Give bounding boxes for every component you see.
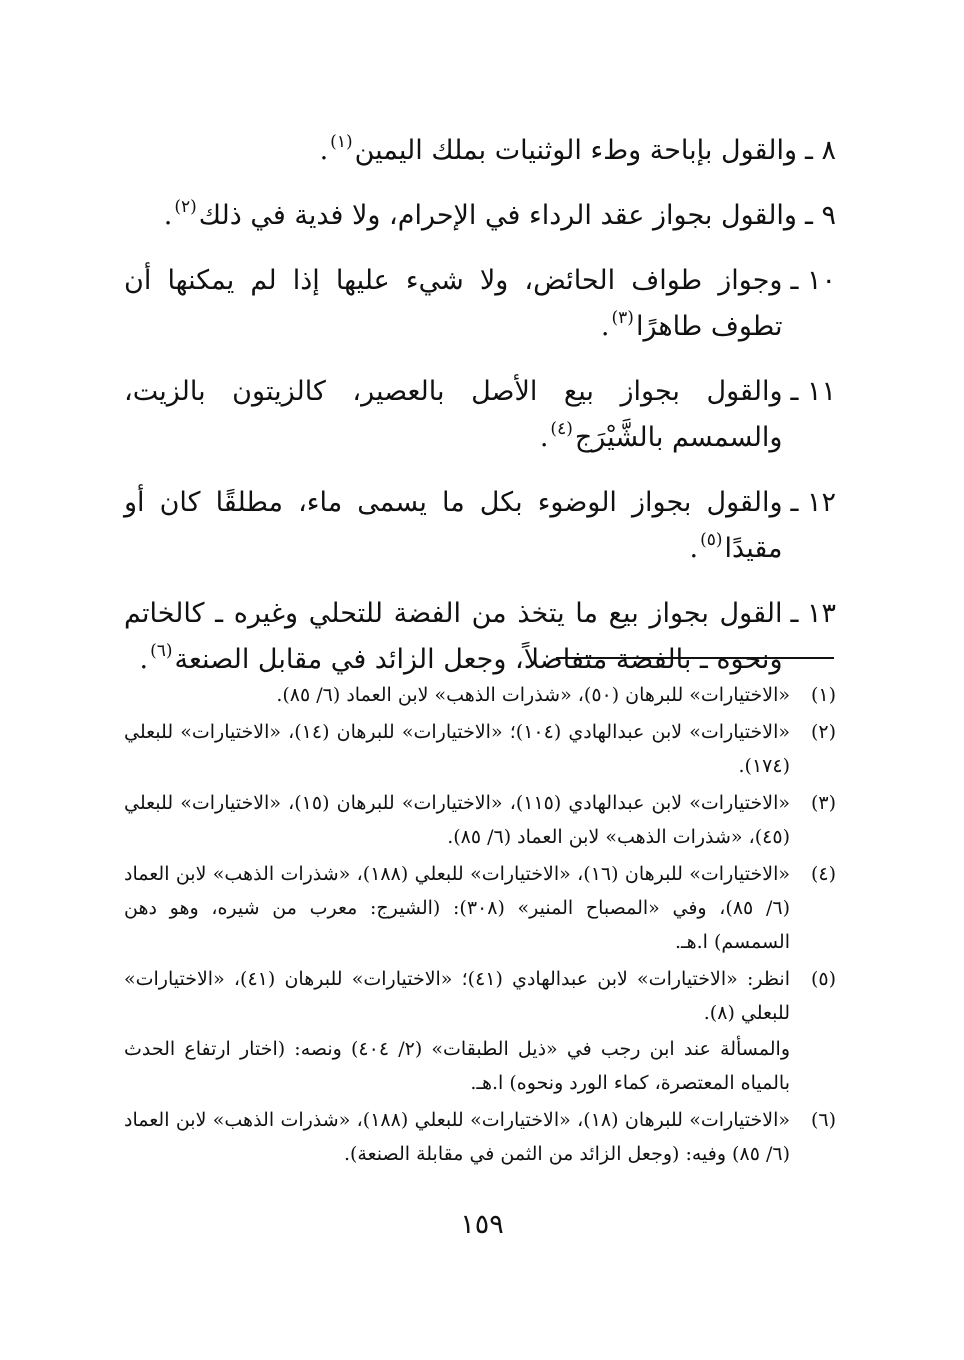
item-number: ١٣ ـ: [790, 598, 836, 629]
footnote: [124, 1103, 836, 1171]
item-body: والقول بجواز الوضوء بكل ما يسمى ماء، مطلقًا كان أو مقيدًا: [124, 487, 783, 564]
footnotes: [124, 678, 836, 1174]
footnote: [124, 857, 836, 959]
item-number: ١٢ ـ: [790, 487, 836, 518]
footnote-body: [124, 962, 790, 1100]
footnote-reference: (٣): [611, 308, 634, 328]
footnote-text: «الاختيارات» للبرهان (١٦)، «الاختيارات» للبعلي (١٨٨)، «شذرات الذهب» لابن العماد (٦/ ٨٥)، وفي «المصباح المنير» (٣٠٨): (الشيرج: معرب من شيره، وهو دهن السمسم) ا.هـ.: [124, 863, 790, 953]
footnote-text: «الاختيارات» لابن عبدالهادي (١٠٤)؛ «الاختيارات» للبرهان (١٤)، «الاختيارات» للبعلي (١٧٤).: [124, 721, 790, 777]
main-list-item: [124, 258, 836, 353]
item-body: والقول بإباحة وطء الوثنيات بملك اليمين: [354, 135, 797, 166]
footnote-reference: (٤): [550, 419, 573, 439]
item-number: ١١ ـ: [790, 376, 836, 407]
footnote-text: «الاختيارات» لابن عبدالهادي (١١٥)، «الاختيارات» للبرهان (١٥)، «الاختيارات» للبعلي (٤٥)، «شذرات الذهب» لابن العماد (٦/ ٨٥).: [124, 792, 790, 848]
footnote-text: «الاختيارات» للبرهان (١٨)، «الاختيارات» للبعلي (١٨٨)، «شذرات الذهب» لابن العماد (٦/ ٨٥) وفيه: (وجعل الزائد من الثمن في مقابلة الصنعة).: [124, 1109, 790, 1165]
item-text: [124, 258, 782, 353]
footnote-text: انظر: «الاختيارات» لابن عبدالهادي (٤١)؛ «الاختيارات» للبرهان (٤١)، «الاختيارات» للبعلي (٨).: [124, 968, 790, 1024]
item-number: ٩ ـ: [804, 200, 836, 231]
main-list-item: [124, 369, 836, 464]
footnote-number: (٦): [810, 1109, 836, 1131]
main-text: [124, 128, 836, 702]
item-period: .: [600, 311, 610, 342]
footnote-reference: (٢): [174, 197, 197, 217]
footnote: [124, 715, 836, 783]
page-number: ١٥٩: [460, 1209, 504, 1240]
item-number: ٨ ـ: [804, 135, 836, 166]
main-list-item: [124, 193, 836, 242]
item-period: .: [689, 533, 699, 564]
footnote-number: (٥): [810, 968, 836, 990]
footnote: [124, 962, 836, 1100]
footnote-number: (١): [810, 684, 836, 706]
item-body: والقول بجواز عقد الرداء في الإحرام، ولا فدية في ذلك: [198, 200, 797, 231]
item-body: وجواز طواف الحائض، ولا شيء عليها إذا لم يمكنها أن تطوف طاهرًا: [124, 265, 783, 342]
item-text: [124, 369, 782, 464]
footnote-text: «الاختيارات» للبرهان (٥٠)، «شذرات الذهب» لابن العماد (٦/ ٨٥).: [276, 684, 790, 706]
main-list-item: [124, 128, 836, 177]
item-body: والقول بجواز بيع الأصل بالعصير، كالزيتون بالزيت، والسمسم بالشَّيْرَج: [124, 376, 783, 453]
item-text: [124, 591, 782, 686]
item-body: القول بجواز بيع ما يتخذ من الفضة للتحلي وغيره ـ كالخاتم ونحوه ـ بالفضة متفاضلاً، وجعل الزائد في مقابل الصنعة: [124, 598, 783, 675]
footnote-number: (٤): [810, 863, 836, 885]
main-list-item: [124, 480, 836, 575]
footnote-continuation: والمسألة عند ابن رجب في «ذيل الطبقات» (٢/ ٤٠٤) ونصه: (اختار ارتفاع الحدث بالمياه المعتصرة، كماء الورد ونحوه) ا.هـ.: [124, 1038, 790, 1094]
footnote-separator: [556, 657, 834, 659]
item-number: ١٠ ـ: [790, 265, 836, 296]
item-text: [124, 128, 797, 177]
item-period: .: [163, 200, 173, 231]
footnote: [124, 678, 836, 712]
footnote-number: (٢): [810, 721, 836, 743]
item-period: .: [319, 135, 329, 166]
item-text: [124, 193, 797, 242]
item-period: .: [539, 422, 549, 453]
footnote-reference: (٦): [150, 641, 173, 661]
item-period: .: [139, 644, 149, 675]
footnote-reference: (١): [330, 132, 353, 152]
main-list-item: [124, 591, 836, 686]
item-text: [124, 480, 782, 575]
footnote-number: (٣): [810, 792, 836, 814]
footnote-reference: (٥): [700, 530, 723, 550]
footnote: [124, 786, 836, 854]
